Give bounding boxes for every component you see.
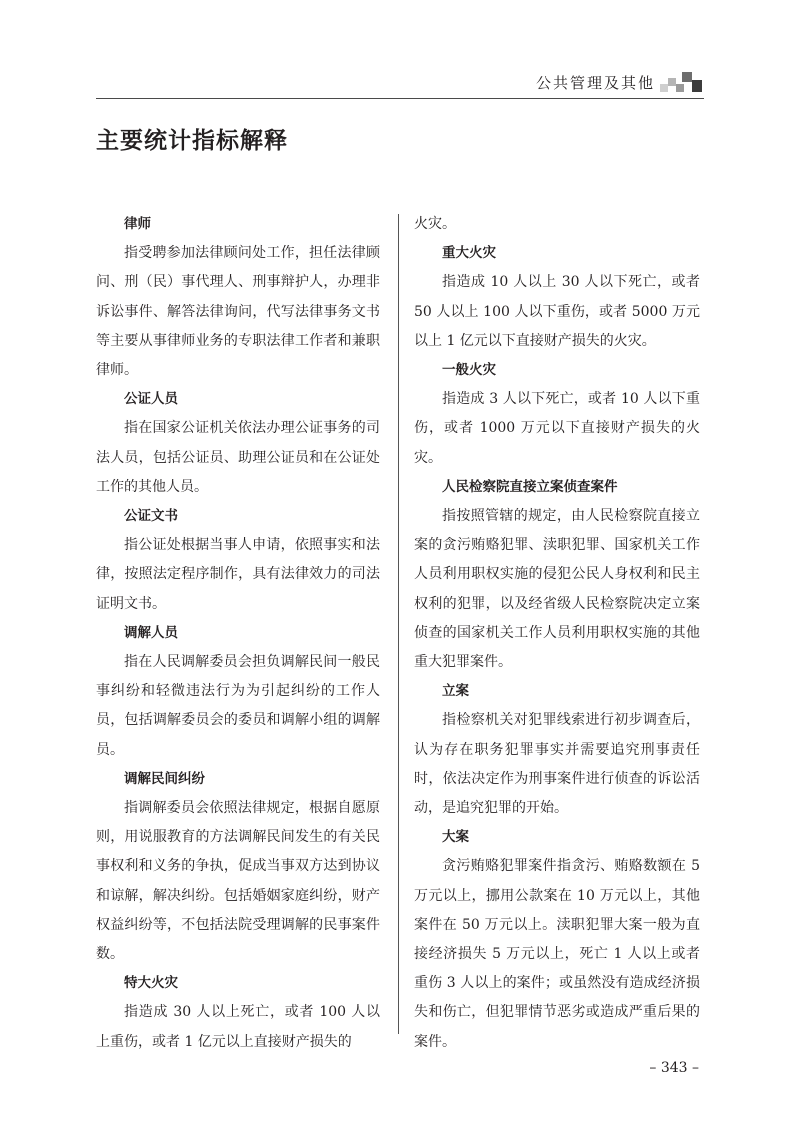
term-heading: 重大火灾 — [442, 245, 496, 262]
term-heading: 特大火灾 — [124, 975, 178, 992]
term-heading: 调解人员 — [124, 624, 178, 641]
term-definition: 指造成 30 人以上死亡，或者 100 人以上重伤，或者 1 亿元以上直接财产损失的 — [96, 1004, 380, 1050]
right-column — [414, 210, 700, 1057]
column-divider — [398, 214, 399, 1034]
term-definition: 指公证处根据当事人申请，依照事实和法律，按照法定程序制作，具有法律效力的司法证明文书。 — [96, 537, 380, 612]
term-heading: 律师 — [124, 216, 151, 232]
page-number: – 343 – — [649, 1060, 699, 1076]
term-heading: 一般火灾 — [442, 362, 496, 379]
term-heading: 公证文书 — [124, 508, 178, 525]
corner-decoration — [660, 72, 702, 92]
term-definition: 指按照管辖的规定，由人民检察院直接立案的贪污贿赂犯罪、渎职犯罪、国家机关工作人员利用职权实施的侵犯公民人身权利和民主权利的犯罪，以及经省级人民检察院决定立案侦查的国家机关工作人员利用职权实施的其他重大犯罪案件。 — [414, 508, 700, 671]
term-heading: 立案 — [442, 683, 469, 700]
header-rule — [96, 98, 704, 99]
term-heading: 调解民间纠纷 — [124, 770, 205, 787]
left-column — [96, 210, 380, 1057]
term-definition: 贪污贿赂犯罪案件指贪污、贿赂数额在 5 万元以上，挪用公款案在 10 万元以上，其他案件在 50 万元以上。渎职犯罪大案一般为直接经济损失 5 万元以上，死亡 1 人以上或者重伤 3 人以上的案件；或虽然没有造成经济损失和伤亡，但犯罪情节恶劣或造成严重后果的案件。 — [414, 858, 700, 1050]
page-title: 主要统计指标解释 — [96, 128, 288, 154]
section-label: 公共管理及其他 — [535, 74, 655, 92]
term-heading: 人民检察院直接立案侦查案件 — [442, 478, 618, 495]
term-definition: 指造成 10 人以上 30 人以下死亡，或者 50 人以上 100 人以下重伤，或者 5000 万元以上 1 亿元以下直接财产损失的火灾。 — [414, 274, 700, 349]
term-definition: 指检察机关对犯罪线索进行初步调查后，认为存在职务犯罪事实并需要追究刑事责任时，依法决定作为刑事案件进行侦查的诉讼活动，是追究犯罪的开始。 — [414, 712, 700, 817]
term-definition: 指造成 3 人以下死亡，或者 10 人以下重伤，或者 1000 万元以下直接财产损失的火灾。 — [414, 391, 700, 466]
term-definition: 指调解委员会依照法律规定，根据自愿原则，用说服教育的方法调解民间发生的有关民事权利和义务的争执，促成当事双方达到协议和谅解，解决纠纷。包括婚姻家庭纠纷，财产权益纠纷等，不包括法院受理调解的民事案件数。 — [96, 800, 380, 963]
term-definition: 指在人民调解委员会担负调解民间一般民事纠纷和轻微违法行为为引起纠纷的工作人员，包括调解委员会的委员和调解小组的调解员。 — [96, 654, 380, 758]
term-heading: 公证人员 — [124, 391, 178, 408]
term-definition: 指受聘参加法律顾问处工作，担任法律顾问、刑（民）事代理人、刑事辩护人，办理非诉讼事件、解答法律询问，代写法律事务文书等主要从事律师业务的专职法律工作者和兼职律师。 — [96, 245, 380, 379]
term-definition: 指在国家公证机关依法办理公证事务的司法人员，包括公证员、助理公证员和在公证处工作的其他人员。 — [96, 420, 380, 495]
term-heading: 大案 — [442, 829, 469, 846]
continued-text: 火灾。 — [414, 216, 456, 232]
